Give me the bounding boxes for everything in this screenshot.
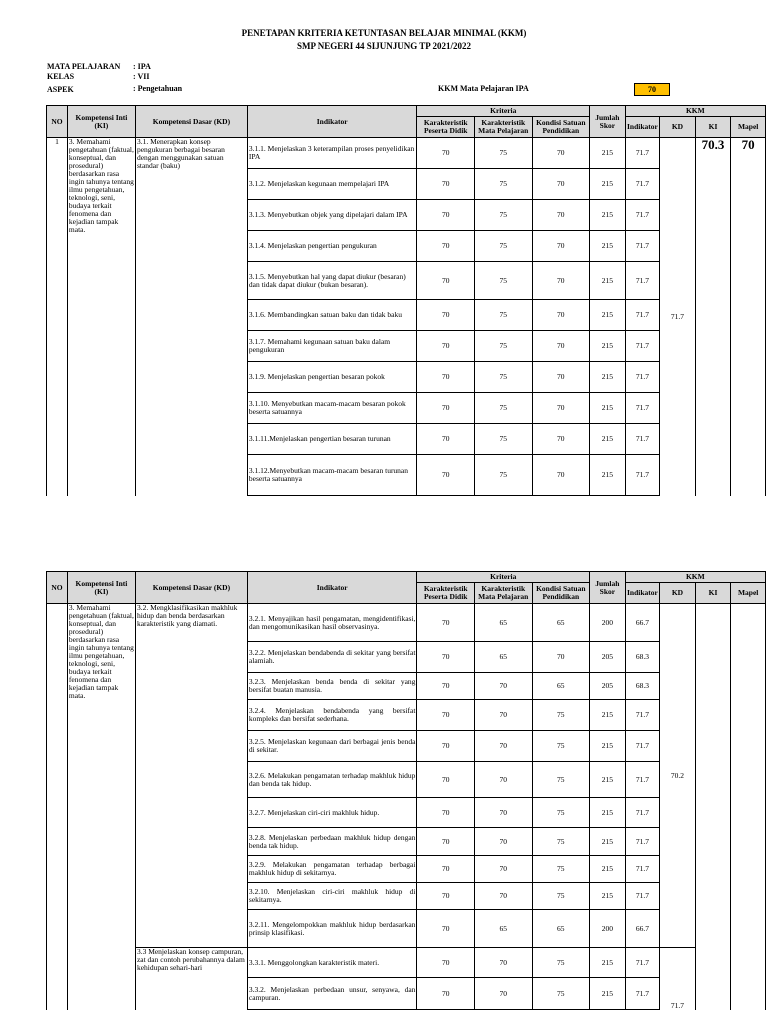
karakteristik-peserta-cell: 70 xyxy=(417,262,475,300)
indikator-cell: 3.1.6. Membandingkan satuan baku dan tidak baku xyxy=(247,300,417,331)
kondisi-satuan-cell: 70 xyxy=(532,642,590,673)
jumlah-skor-cell: 205 xyxy=(590,642,626,673)
indikator-cell: 3.2.10. Menjelaskan ciri-ciri makhluk hidup di sekitarnya. xyxy=(247,883,417,910)
karakteristik-mapel-cell: 65 xyxy=(474,642,532,673)
jumlah-skor-cell: 205 xyxy=(590,673,626,700)
karakteristik-mapel-cell: 70 xyxy=(474,883,532,910)
aspek-label: ASPEK xyxy=(47,85,74,94)
kkm-indikator-cell: 71.7 xyxy=(625,331,660,362)
karakteristik-peserta-cell: 70 xyxy=(417,200,475,231)
indikator-cell: 3.2.9. Melakukan pengamatan terhadap berbagai makhluk hidup di sekitarnya. xyxy=(247,856,417,883)
indikator-cell: 3.3.1. Menggolongkan karakteristik materi. xyxy=(247,948,417,978)
aspek-value: : Pengetahuan xyxy=(133,84,183,93)
karakteristik-mapel-cell: 75 xyxy=(474,455,532,496)
karakteristik-mapel-cell: 75 xyxy=(474,231,532,262)
kkm-indikator-cell: 71.7 xyxy=(625,200,660,231)
kkm-indikator-cell: 71.7 xyxy=(625,798,660,828)
kkm-ki-cell: 70.3 xyxy=(695,138,731,496)
kondisi-satuan-cell: 75 xyxy=(532,731,590,762)
col-kondisi-satuan: Kondisi Satuan Pendidikan xyxy=(532,583,590,604)
karakteristik-peserta-cell: 70 xyxy=(417,393,475,424)
table-row xyxy=(47,604,766,642)
kkm-indikator-cell: 71.7 xyxy=(625,393,660,424)
karakteristik-peserta-cell: 70 xyxy=(417,455,475,496)
karakteristik-peserta-cell: 70 xyxy=(417,910,475,948)
karakteristik-mapel-cell: 75 xyxy=(474,200,532,231)
kkm-mapel-label: KKM Mata Pelajaran IPA xyxy=(438,84,529,93)
table-row xyxy=(47,948,766,978)
indikator-cell: 3.1.7. Memahami kegunaan satuan baku dalam pengukuran xyxy=(247,331,417,362)
kondisi-satuan-cell: 70 xyxy=(532,262,590,300)
ki-cell: 3. Memahami pengetahuan (faktual, konseptual, dan prosedural) berdasarkan rasa ingin tahunya tentang ilmu pengetahuan, teknologi, seni, budaya terkait fenomena dan kejadian tampak mata. xyxy=(67,604,135,1010)
karakteristik-peserta-cell: 70 xyxy=(417,642,475,673)
kkm-kd-cell: 71.7 xyxy=(660,948,696,1010)
kkm-indikator-cell: 68.3 xyxy=(625,642,660,673)
page-title: PENETAPAN KRITERIA KETUNTASAN BELAJAR MINIMAL (KKM) xyxy=(241,28,527,38)
kkm-indikator-cell: 71.7 xyxy=(625,231,660,262)
kkm-mapel-cell: 70 xyxy=(731,138,766,496)
karakteristik-mapel-cell: 65 xyxy=(474,910,532,948)
col-jumlah-skor: Jumlah Skor xyxy=(590,572,626,604)
karakteristik-peserta-cell: 70 xyxy=(417,604,475,642)
jumlah-skor-cell: 215 xyxy=(590,700,626,731)
kondisi-satuan-cell: 75 xyxy=(532,798,590,828)
col-karakteristik-mapel: Karakteristik Mata Pelajaran xyxy=(474,117,532,138)
kkm-indikator-cell: 71.7 xyxy=(625,762,660,798)
kkm-indikator-cell: 71.7 xyxy=(625,731,660,762)
kondisi-satuan-cell: 65 xyxy=(532,604,590,642)
karakteristik-mapel-cell: 75 xyxy=(474,300,532,331)
karakteristik-mapel-cell: 70 xyxy=(474,948,532,978)
karakteristik-mapel-cell: 70 xyxy=(474,798,532,828)
indikator-cell: 3.2.3. Menjelaskan benda benda di sekitar yang bersifat buatan manusia. xyxy=(247,673,417,700)
col-kkm-indikator: Indikator xyxy=(625,583,660,604)
jumlah-skor-cell: 215 xyxy=(590,856,626,883)
kondisi-satuan-cell: 75 xyxy=(532,762,590,798)
kkm-kd-cell: 70.2 xyxy=(660,604,696,948)
mapel-label: MATA PELAJARAN xyxy=(47,62,121,71)
col-kkm-ki: KI xyxy=(695,117,731,138)
karakteristik-peserta-cell: 70 xyxy=(417,731,475,762)
kkm-indikator-cell: 71.7 xyxy=(625,424,660,455)
karakteristik-mapel-cell: 70 xyxy=(474,731,532,762)
jumlah-skor-cell: 215 xyxy=(590,200,626,231)
kd-cell: 3.3 Menjelaskan konsep campuran, zat dan contoh perubahannya dalam kehidupan sehari-hari xyxy=(135,948,247,1010)
karakteristik-mapel-cell: 75 xyxy=(474,169,532,200)
karakteristik-peserta-cell: 70 xyxy=(417,169,475,200)
mapel-value: : IPA xyxy=(133,62,151,71)
indikator-cell: 3.1.9. Menjelaskan pengertian besaran pokok xyxy=(247,362,417,393)
kkm-indikator-cell: 66.7 xyxy=(625,604,660,642)
karakteristik-peserta-cell: 70 xyxy=(417,978,475,1010)
kondisi-satuan-cell: 70 xyxy=(532,138,590,169)
kkm-indikator-cell: 71.7 xyxy=(625,948,660,978)
kkm-mapel-cell xyxy=(731,604,766,1010)
karakteristik-peserta-cell: 70 xyxy=(417,138,475,169)
karakteristik-peserta-cell: 70 xyxy=(417,798,475,828)
indikator-cell: 3.2.6. Melakukan pengamatan terhadap makhluk hidup dan benda tak hidup. xyxy=(247,762,417,798)
col-kkm-kd: KD xyxy=(660,117,696,138)
kondisi-satuan-cell: 75 xyxy=(532,700,590,731)
kelas-label: KELAS xyxy=(47,72,75,81)
indikator-cell: 3.2.1. Menyajikan hasil pengamatan, mengidentifikasi, dan mengomunikasikan hasil observasinya. xyxy=(247,604,417,642)
table-row xyxy=(47,138,766,169)
kkm-indikator-cell: 71.7 xyxy=(625,362,660,393)
school-title: SMP NEGERI 44 SIJUNJUNG TP 2021/2022 xyxy=(296,41,472,51)
indikator-cell: 3.1.10. Menyebutkan macam-macam besaran pokok beserta satuannya xyxy=(247,393,417,424)
indikator-cell: 3.2.8. Menjelaskan perbedaan makhluk hidup dengan benda tak hidup. xyxy=(247,828,417,856)
karakteristik-mapel-cell: 75 xyxy=(474,138,532,169)
no-cell xyxy=(47,604,68,1010)
kondisi-satuan-cell: 70 xyxy=(532,424,590,455)
kondisi-satuan-cell: 70 xyxy=(532,331,590,362)
col-indikator: Indikator xyxy=(247,572,417,604)
karakteristik-peserta-cell: 70 xyxy=(417,362,475,393)
kondisi-satuan-cell: 70 xyxy=(532,231,590,262)
indikator-cell: 3.1.5. Menyebutkan hal yang dapat diukur (besaran) dan tidak dapat diukur (bukan besaran). xyxy=(247,262,417,300)
col-kriteria: Kriteria xyxy=(417,106,590,117)
kkm-indikator-cell: 66.7 xyxy=(625,910,660,948)
col-kd: Kompetensi Dasar (KD) xyxy=(135,572,247,604)
kkm-mapel-value: 70 xyxy=(634,83,670,96)
kondisi-satuan-cell: 70 xyxy=(532,300,590,331)
karakteristik-mapel-cell: 75 xyxy=(474,331,532,362)
jumlah-skor-cell: 215 xyxy=(590,362,626,393)
ki-cell: 3. Memahami pengetahuan (faktual, konseptual, dan prosedural) berdasarkan rasa ingin tahunya tentang ilmu pengetahuan, teknologi, seni, budaya terkait fenomena dan kejadian tampak mata. xyxy=(67,138,135,496)
indikator-cell: 3.2.2. Menjelaskan bendabenda di sekitar yang bersifat alamiah. xyxy=(247,642,417,673)
col-kkm-mapel: Mapel xyxy=(731,117,766,138)
col-kkm-mapel: Mapel xyxy=(731,583,766,604)
karakteristik-mapel-cell: 75 xyxy=(474,393,532,424)
jumlah-skor-cell: 215 xyxy=(590,331,626,362)
kkm-indikator-cell: 71.7 xyxy=(625,700,660,731)
karakteristik-peserta-cell: 70 xyxy=(417,828,475,856)
jumlah-skor-cell: 200 xyxy=(590,604,626,642)
karakteristik-peserta-cell: 70 xyxy=(417,231,475,262)
kondisi-satuan-cell: 75 xyxy=(532,828,590,856)
karakteristik-mapel-cell: 70 xyxy=(474,700,532,731)
kondisi-satuan-cell: 70 xyxy=(532,455,590,496)
kondisi-satuan-cell: 65 xyxy=(532,910,590,948)
kkm-indikator-cell: 71.7 xyxy=(625,978,660,1010)
col-kkm-kd: KD xyxy=(660,583,696,604)
no-cell: 1 xyxy=(47,138,68,496)
jumlah-skor-cell: 200 xyxy=(590,910,626,948)
col-kkm-ki: KI xyxy=(695,583,731,604)
jumlah-skor-cell: 215 xyxy=(590,978,626,1010)
karakteristik-mapel-cell: 70 xyxy=(474,673,532,700)
col-karakteristik-peserta: Karakteristik Peserta Didik xyxy=(417,117,475,138)
col-ki: Kompetensi Inti (KI) xyxy=(67,572,135,604)
col-no: NO xyxy=(47,572,68,604)
kkm-indikator-cell: 71.7 xyxy=(625,262,660,300)
karakteristik-mapel-cell: 75 xyxy=(474,424,532,455)
col-kd: Kompetensi Dasar (KD) xyxy=(135,106,247,138)
col-kondisi-satuan: Kondisi Satuan Pendidikan xyxy=(532,117,590,138)
karakteristik-mapel-cell: 70 xyxy=(474,978,532,1010)
indikator-cell: 3.1.12.Menyebutkan macam-macam besaran turunan beserta satuannya xyxy=(247,455,417,496)
kkm-indikator-cell: 71.7 xyxy=(625,856,660,883)
karakteristik-mapel-cell: 70 xyxy=(474,762,532,798)
indikator-cell: 3.1.3. Menyebutkan objek yang dipelajari dalam IPA xyxy=(247,200,417,231)
jumlah-skor-cell: 215 xyxy=(590,798,626,828)
karakteristik-peserta-cell: 70 xyxy=(417,856,475,883)
indikator-cell: 3.2.7. Menjelaskan ciri-ciri makhluk hidup. xyxy=(247,798,417,828)
col-kriteria: Kriteria xyxy=(417,572,590,583)
karakteristik-mapel-cell: 65 xyxy=(474,604,532,642)
kkm-indikator-cell: 71.7 xyxy=(625,455,660,496)
indikator-cell: 3.3.2. Menjelaskan perbedaan unsur, senyawa, dan campuran. xyxy=(247,978,417,1010)
karakteristik-peserta-cell: 70 xyxy=(417,948,475,978)
kondisi-satuan-cell: 70 xyxy=(532,200,590,231)
indikator-cell: 3.1.11.Menjelaskan pengertian besaran turunan xyxy=(247,424,417,455)
indikator-cell: 3.1.1. Menjelaskan 3 keterampilan proses penyelidikan IPA xyxy=(247,138,417,169)
jumlah-skor-cell: 215 xyxy=(590,948,626,978)
jumlah-skor-cell: 215 xyxy=(590,883,626,910)
karakteristik-peserta-cell: 70 xyxy=(417,673,475,700)
jumlah-skor-cell: 215 xyxy=(590,169,626,200)
col-kkm-indikator: Indikator xyxy=(625,117,660,138)
kondisi-satuan-cell: 70 xyxy=(532,362,590,393)
jumlah-skor-cell: 215 xyxy=(590,300,626,331)
karakteristik-peserta-cell: 70 xyxy=(417,424,475,455)
kkm-table-2 xyxy=(46,571,766,1010)
karakteristik-mapel-cell: 75 xyxy=(474,362,532,393)
kkm-ki-cell xyxy=(695,604,731,1010)
karakteristik-peserta-cell: 70 xyxy=(417,762,475,798)
indikator-cell: 3.1.2. Menjelaskan kegunaan mempelajari IPA xyxy=(247,169,417,200)
indikator-cell: 3.2.4. Menjelaskan bendabenda yang bersifat kompleks dan bersifat sederhana. xyxy=(247,700,417,731)
indikator-cell: 3.1.4. Menjelaskan pengertian pengukuran xyxy=(247,231,417,262)
kkm-indikator-cell: 71.7 xyxy=(625,169,660,200)
jumlah-skor-cell: 215 xyxy=(590,138,626,169)
kondisi-satuan-cell: 75 xyxy=(532,978,590,1010)
kondisi-satuan-cell: 75 xyxy=(532,883,590,910)
kkm-table-1 xyxy=(46,105,766,496)
jumlah-skor-cell: 215 xyxy=(590,231,626,262)
karakteristik-mapel-cell: 70 xyxy=(474,856,532,883)
col-kkm: KKM xyxy=(625,106,765,117)
jumlah-skor-cell: 215 xyxy=(590,731,626,762)
kondisi-satuan-cell: 65 xyxy=(532,673,590,700)
kkm-kd-cell: 71.7 xyxy=(660,138,696,496)
indikator-cell: 3.2.5. Menjelaskan kegunaan dari berbagai jenis benda di sekitar. xyxy=(247,731,417,762)
kkm-indikator-cell: 71.7 xyxy=(625,883,660,910)
karakteristik-peserta-cell: 70 xyxy=(417,300,475,331)
col-karakteristik-peserta: Karakteristik Peserta Didik xyxy=(417,583,475,604)
col-karakteristik-mapel: Karakteristik Mata Pelajaran xyxy=(474,583,532,604)
jumlah-skor-cell: 215 xyxy=(590,828,626,856)
col-ki: Kompetensi Inti (KI) xyxy=(67,106,135,138)
kondisi-satuan-cell: 75 xyxy=(532,948,590,978)
kkm-indikator-cell: 68.3 xyxy=(625,673,660,700)
kkm-indikator-cell: 71.7 xyxy=(625,300,660,331)
karakteristik-mapel-cell: 75 xyxy=(474,262,532,300)
kelas-value: : VII xyxy=(133,72,150,81)
kondisi-satuan-cell: 70 xyxy=(532,393,590,424)
kondisi-satuan-cell: 70 xyxy=(532,169,590,200)
karakteristik-peserta-cell: 70 xyxy=(417,700,475,731)
kondisi-satuan-cell: 75 xyxy=(532,856,590,883)
karakteristik-mapel-cell: 70 xyxy=(474,828,532,856)
indikator-cell: 3.2.11. Mengelompokkan makhluk hidup berdasarkan prinsip klasifikasi. xyxy=(247,910,417,948)
jumlah-skor-cell: 215 xyxy=(590,762,626,798)
jumlah-skor-cell: 215 xyxy=(590,424,626,455)
col-jumlah-skor: Jumlah Skor xyxy=(590,106,626,138)
kd-cell: 3.1. Menerapkan konsep pengukuran berbagai besaran dengan menggunakan satuan standar (baku) xyxy=(135,138,247,496)
karakteristik-peserta-cell: 70 xyxy=(417,331,475,362)
col-kkm: KKM xyxy=(625,572,765,583)
col-indikator: Indikator xyxy=(247,106,417,138)
jumlah-skor-cell: 215 xyxy=(590,393,626,424)
jumlah-skor-cell: 215 xyxy=(590,455,626,496)
kd-cell: 3.2. Mengklasifikasikan makhluk hidup dan benda berdasarkan karakteristik yang diamati. xyxy=(135,604,247,948)
karakteristik-peserta-cell: 70 xyxy=(417,883,475,910)
kkm-indikator-cell: 71.7 xyxy=(625,828,660,856)
kkm-indikator-cell: 71.7 xyxy=(625,138,660,169)
col-no: NO xyxy=(47,106,68,138)
jumlah-skor-cell: 215 xyxy=(590,262,626,300)
